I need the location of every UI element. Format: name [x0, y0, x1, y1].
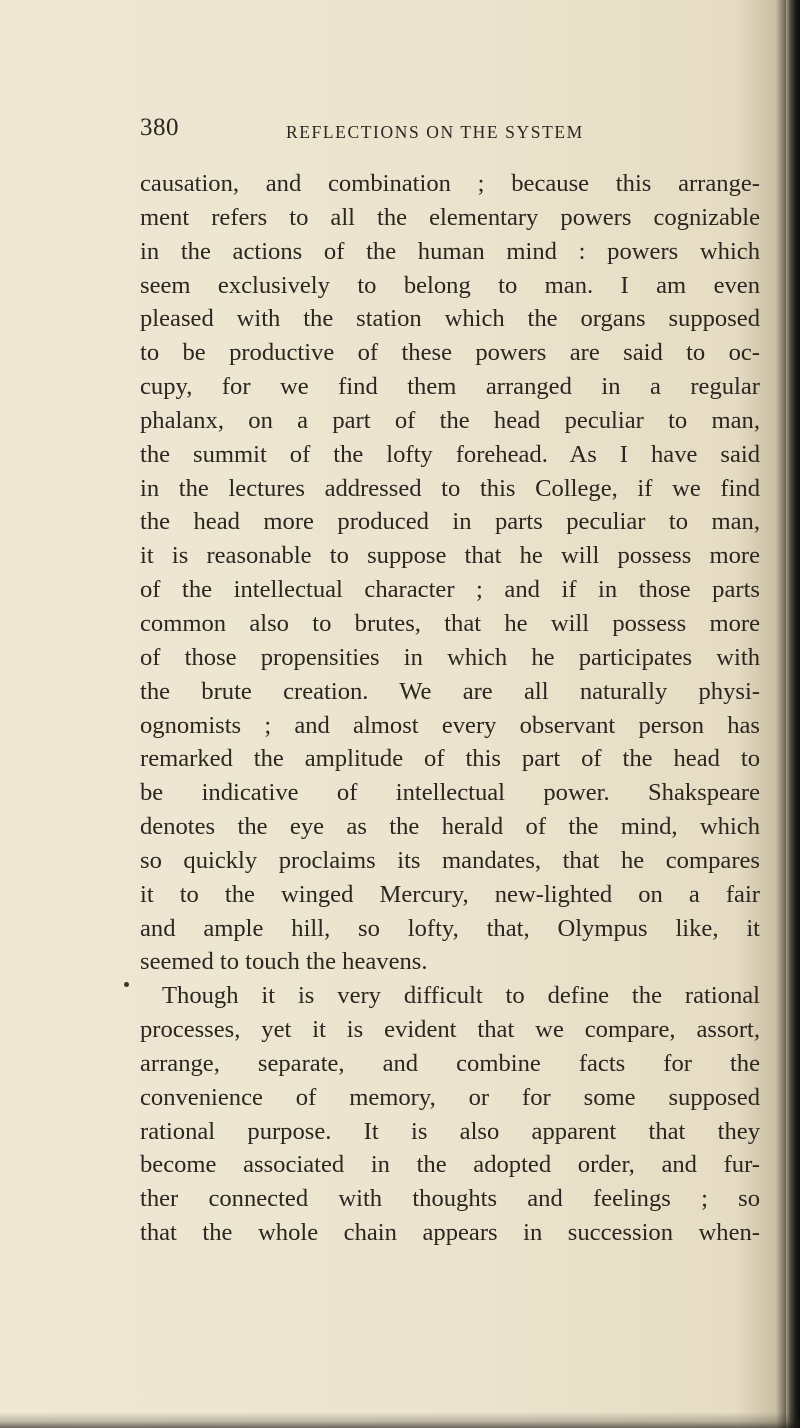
text-line: be indicative of intellectual power. Shakspeare: [140, 779, 760, 807]
text-line: so quickly proclaims its mandates, that he compares: [140, 846, 760, 874]
text-line: seem exclusively to belong to man. I am even: [140, 271, 760, 299]
text-line: in the actions of the human mind : powers which: [140, 237, 760, 265]
text-line: cupy, for we find them arranged in a regular: [140, 373, 760, 401]
text-line: convenience of memory, or for some supposed: [140, 1083, 760, 1111]
text-line: processes, yet it is evident that we compare, assort,: [140, 1016, 760, 1044]
text-line: causation, and combination ; because this arrange-: [140, 170, 760, 197]
running-head: REFLECTIONS ON THE SYSTEM: [286, 122, 584, 142]
text-line: in the lectures addressed to this College, if we find: [140, 474, 760, 502]
text-line: the brute creation. We are all naturally physi-: [140, 677, 760, 705]
text-line: remarked the amplitude of this part of the head to: [140, 745, 760, 773]
text-line: seemed to touch the heavens.: [140, 948, 428, 976]
text-line: denotes the eye as the herald of the mind, which: [140, 813, 760, 841]
text-line: to be productive of these powers are said to oc-: [140, 339, 760, 367]
text-line: of the intellectual character ; and if in those parts: [140, 576, 760, 604]
text-line: become associated in the adopted order, and fur-: [140, 1151, 760, 1179]
text-line: arrange, separate, and combine facts for the: [140, 1049, 760, 1077]
text-line: common also to brutes, that he will possess more: [140, 609, 760, 637]
body-text: [140, 167, 760, 1250]
text-line: ognomists ; and almost every observant person has: [140, 711, 760, 739]
text-line: rational purpose. It is also apparent that they: [140, 1117, 760, 1145]
text-line: it to the winged Mercury, new-lighted on a fair: [140, 880, 760, 908]
text-line: ment refers to all the elementary powers cognizable: [140, 203, 760, 231]
page-header: [140, 114, 760, 154]
text-line: Though it is very difficult to define the rational: [162, 982, 760, 1010]
text-line: of those propensities in which he participates with: [140, 643, 760, 671]
page-bottom-shadow: [0, 1412, 800, 1428]
page-edge-shadow: [786, 0, 800, 1428]
text-line: that the whole chain appears in succession when-: [140, 1219, 760, 1247]
text-line: the summit of the lofty forehead. As I have said: [140, 440, 760, 468]
text-line: the head more produced in parts peculiar to man,: [140, 508, 760, 536]
text-line: phalanx, on a part of the head peculiar to man,: [140, 406, 760, 434]
text-line: and ample hill, so lofty, that, Olympus like, it: [140, 914, 760, 942]
page-number: 380: [140, 114, 179, 141]
text-line: pleased with the station which the organs supposed: [140, 305, 760, 333]
text-line: it is reasonable to suppose that he will possess more: [140, 542, 760, 570]
ink-speck: [124, 982, 129, 987]
text-line: ther connected with thoughts and feelings ; so: [140, 1185, 760, 1213]
